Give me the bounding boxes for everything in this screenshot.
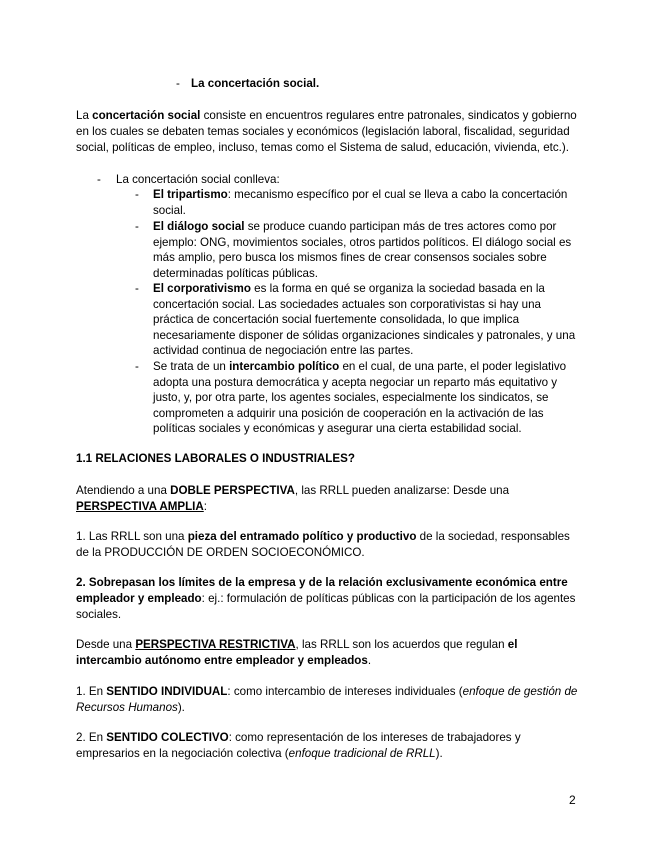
section-title: 1.1 RELACIONES LABORALES O INDUSTRIALES? [76, 452, 355, 465]
list-item: El diálogo social se produce cuando participan más de tres actores como por ejemplo: ONG, movimientos sociales, otros partidos políticos. El diálogo social es más amplio, pero busca los mismos fines de crear consensos sociales sobre determinadas políticas públicas. [153, 220, 572, 280]
bullet-dash: - [135, 282, 139, 295]
paragraph-sentido-individual: 1. En SENTIDO INDIVIDUAL: como intercambio de intereses individuales (enfoque de gestión de Recursos Humanos). [76, 685, 578, 714]
list-item: El tripartismo: mecanismo específico por el cual se lleva a cabo la concertación social. [153, 188, 568, 217]
paragraph-concertacion: La concertación social consiste en encuentros regulares entre patronales, sindicatos y gobierno en los cuales se debaten temas sociales y económicos (legislación laboral, fiscalidad, seguridad social, políticas de empleo, incluso, temas como el Sistema de salud, educación, vivienda, etc.). [76, 109, 577, 154]
bullet-dash: - [135, 220, 139, 233]
list-item: Se trata de un intercambio político en el cual, de una parte, el poder legislativo adopta una postura democrática y acepta negociar un reparto más equitativo y justo, y, por otra parte, los agentes sociales, especialmente los sindicatos, se comprometen a adquirir una posición de cooperación en la activación de las políticas sociales y económicas y asegurar una cierta estabilidad social. [153, 360, 567, 436]
subheading: La concertación social. [191, 77, 320, 90]
bullet-dash: - [97, 173, 101, 186]
bullet-dash: - [176, 77, 180, 90]
paragraph-restrictiva: Desde una PERSPECTIVA RESTRICTIVA, las RRLL son los acuerdos que regulan el intercambio autónomo entre empleador y empleados. [76, 638, 518, 667]
paragraph-doble-perspectiva: Atendiendo a una DOBLE PERSPECTIVA, las RRLL pueden analizarse: Desde una PERSPECTIVA AMPLIA: [76, 484, 510, 513]
page-number: 2 [569, 793, 576, 807]
list-item: El corporativismo es la forma en qué se organiza la sociedad basada en la concertación social. Las sociedades actuales son corporativistas si hay una práctica de concertación social fuertemente consolidada, lo que implica necesariamente disponer de sólidas organizaciones sindicales y patronales, y una actividad continua de negociación entre las partes. [153, 282, 576, 358]
bullet-dash: - [135, 188, 139, 201]
paragraph-sentido-colectivo: 2. En SENTIDO COLECTIVO: como representación de los intereses de trabajadores y empresarios en la negociación colectiva (enfoque tradicional de RRLL). [76, 731, 521, 760]
bullet-dash: - [135, 360, 139, 373]
paragraph-point-2: 2. Sobrepasan los límites de la empresa y de la relación exclusivamente económica entre empleador y empleado: ej.: formulación de políticas públicas con la participación de los agentes sociales. [76, 576, 576, 621]
paragraph-point-1: 1. Las RRLL son una pieza del entramado político y productivo de la sociedad, responsables de la PRODUCCIÓN DE ORDEN SOCIOECONÓMICO. [76, 530, 570, 559]
list-intro: La concertación social conlleva: [116, 173, 280, 186]
